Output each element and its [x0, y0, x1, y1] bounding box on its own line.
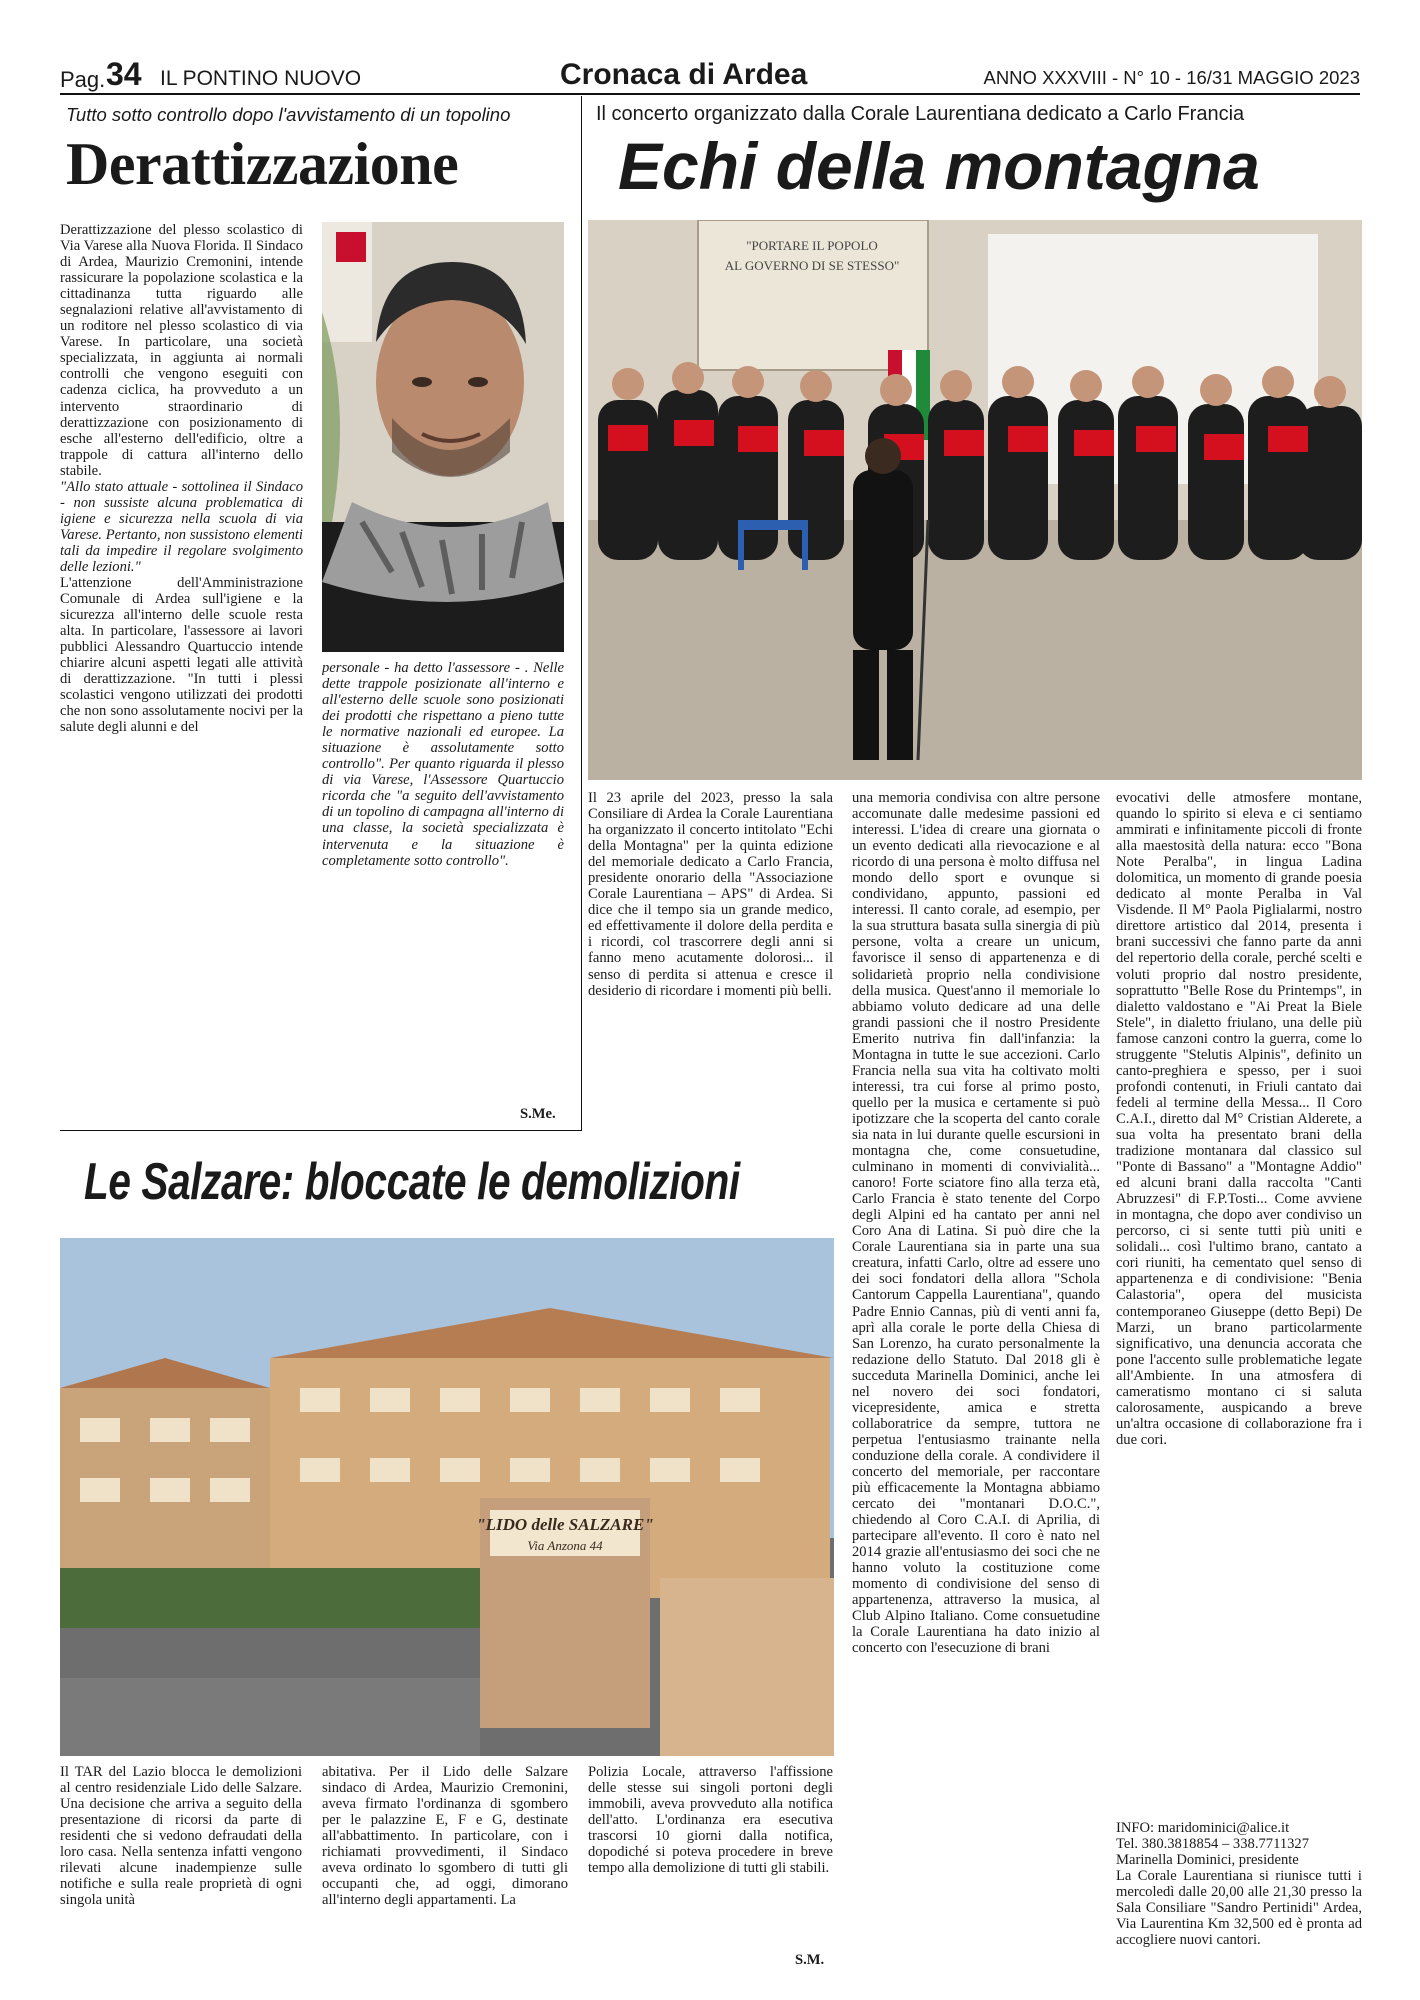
right-col3-text: evocativi delle atmosfere montane, quando lo spirito si eleva e ci sentiamo ammirati e infinitamente piccoli di fronte alla maestosità della natura: ecco "Bona Note Peralba", in lingua Ladina dolomitica, un momento di grande poesia dedicato al monte Peralba in Val Visdende. Il M° Paola Piglialarmi, nostro direttore artistico dal 2014, presenta i brani successivi che fanno parte da anni del repertorio della corale, perché scelti e voluti proprio dal nostro presidente, soprattutto "Belle Rose du Printemps", in dialetto valdostano e "Ai Preat la Biele Stele", in dialetto friulano, una delle più famose canzoni contro la guerra, come lo struggente "Stelutis Alpinis", definito un canto-preghiera e spesso, per i suoi profondi contenuti, in Friuli cantato dai fedeli al termine della Messa... Il Coro C.A.I., diretto dal M° Cristian Alderete, a sua volta ha presentato brani della tradizione montanara dal classico sul "Ponte di Bassano" a "Montagne Addio" ed alcuni brani dalla raccolta "Canti Abruzzesi" di F.P.Tosti... Come avviene in montagna, che dopo aver condiviso un percorso, ci si sente tutti più uniti e solidali... così l'ultimo brano, cantato a cori riuniti, ha cementato quel senso di appartenenza e di condivisione: "Benia Calastoria", opera del musicista contemporaneo Giuseppe (detto Bepi) De Marzi, un brano particolarmente significativo, una denuncia accorata che pone l'accento sulle problematiche legate all'Ambiente. In una atmosfera di cameratismo montano ci si saluta calorosamente, auspicando a breve un'altra occasione di collaborazione fra i due cori. [1116, 790, 1362, 1448]
sign-name: "LIDO delle SALZARE" [476, 1515, 654, 1534]
bottom-headline: Le Salzare: bloccate le demolizioni [84, 1153, 740, 1211]
section-title: Cronaca di Ardea [560, 58, 808, 91]
banner-line-2: AL GOVERNO DI SE STESSO" [724, 258, 900, 273]
info-block [1116, 1820, 1362, 1948]
left-headline: Derattizzazione [66, 131, 459, 197]
masthead-rule [60, 93, 1360, 95]
left-article-col2 [322, 660, 564, 1108]
page-number: 34 [106, 56, 142, 92]
bottom-col2-text: abitativa. Per il Lido delle Salzare sindaco di Ardea, Maurizio Cremonini, aveva firmato l'ordinanza di sgombero per le palazzine E, F e G, destinate all'abbattimento. In particolare, con i richiamati provvedimenti, il Sindaco aveva ordinato lo sgombero di tutti gli occupanti che, ad oggi, dimorano all'interno degli appartamenti. La [322, 1764, 568, 1909]
right-article-col2 [852, 790, 1100, 1970]
page-label: Pag. [60, 67, 106, 92]
bottom-col1-text: Il TAR del Lazio blocca le demolizioni al centro residenziale Lido delle Salzare. Una decisione che arriva a seguito della presentazione di ricorsi da parte di residenti che si vedono defraudati della loro casa. Nella sentenza infatti vengono rilevati alcune inadempienze sulle notifiche e sulla reale proprietà di ogni singola unità [60, 1764, 302, 1909]
left-col1-text-b: L'attenzione dell'Amministrazione Comunale di Ardea sull'igiene e la sicurezza all'interno delle scuole resta alta. In particolare, l'assessore ai lavori pubblici Alessandro Quartuccio intende chiarire alcuni aspetti legati alle attività di derattizzazione. "In tutti i plessi scolastici vengono utilizzati dei prodotti che non sono assolutamente nocivi per la salute degli alunni e del [60, 575, 303, 736]
right-article-col3 [1116, 790, 1362, 1810]
paper-name: IL PONTINO NUOVO [160, 67, 362, 90]
banner-line-1: "PORTARE IL POPOLO [746, 238, 878, 253]
left-article-col1 [60, 222, 303, 1120]
left-col1-quote: "Allo stato attuale - sottolinea il Sindaco - non sussiste alcuna problematica di igiene e sicurezza nella scuola di via Varese. Pertanto, non sussistono elementi tali da impedire il regolare svolgimento delle lezioni." [60, 478, 303, 575]
left-col1-text: Derattizzazione del plesso scolastico di Via Varese alla Nuova Florida. Il Sindaco di Ardea, Maurizio Cremonini, intende rassicurare la popolazione scolastica e la cittadinanza tutta riguardo alle segnalazioni relative all'avvistamento di un roditore nel plesso scolastico di via Varese. In particolare, una società specializzata, in aggiunta ai normali controlli che vengono eseguiti con cadenza ciclica, ha provveduto a un intervento straordinario di derattizzazione con posizionamento di esche all'esterno dell'edificio, oltre a trappole di cattura all'interno dello stabile. [60, 222, 303, 479]
masthead [60, 56, 1360, 92]
portrait-photo [322, 222, 564, 652]
sign-address: Via Anzona 44 [527, 1538, 603, 1553]
info-phone: Tel. 380.3818854 – 338.7711327 [1116, 1836, 1310, 1853]
choir-photo [588, 220, 1362, 780]
right-col1-text: Il 23 aprile del 2023, presso la sala Consiliare di Ardea la Corale Laurentiana ha organizzato il concerto intitolato "Echi della Montagna" per la quinta edizione del memoriale dedicato a Carlo Francia, presidente onorario della "Associazione Corale Laurentiana – APS" di Ardea. Si dice che il tempo sia un grande medico, ed effettivamente il dolore della perdita e i ricordi, col trascorrere degli anni si fanno meno acutamente dolorosi... il senso di perdita si attenua e cresce il desiderio di ricordare i momenti più belli. [588, 790, 833, 999]
info-meetings: La Corale Laurentiana si riunisce tutti i mercoledì dalle 20,00 alle 21,30 presso la Sala Consiliare "Sandro Pertinidi" Ardea, Via Laurentina Km 32,500 ed è pronta ad accogliere nuovi cantori. [1116, 1868, 1362, 1949]
section-divider [60, 1130, 582, 1131]
column-divider [581, 96, 582, 1130]
bottom-col3-text: Polizia Locale, attraverso l'affissione delle stesse sui singoli portoni degli immobili, aveva provveduto alla notifica dell'atto. L'ordinanza era esecutiva trascorsi 10 giorni dalla notifica, dopodiché si poteva procedere in breve tempo alla demolizione di tutti gli stabili. [588, 1764, 833, 1877]
left-col2-text: personale - ha detto l'assessore - . Nelle dette trappole posizionate all'interno e all'esterno delle scuole sono posizionati dei prodotti che rispettano a pieno tutte le normative nazionali ed europee. La situazione è assolutamente sotto controllo". Per quanto riguarda il plesso di via Varese, l'Assessore Quartuccio ricorda che "a seguito dell'avvistamento di un topolino di campagna all'interno di una classe, la società specializzata è intervenuta e la situazione è completamente sotto controllo". [322, 660, 564, 869]
bottom-signature: S.M. [795, 1952, 825, 1968]
info-president: Marinella Dominici, presidente [1116, 1852, 1299, 1869]
bottom-article-col1 [60, 1764, 302, 1974]
right-kicker: Il concerto organizzato dalla Corale Laurentiana dedicato a Carlo Francia [596, 103, 1245, 125]
portrait-illustration [322, 222, 564, 652]
right-headline: Echi della montagna [618, 129, 1260, 203]
salzare-photo [60, 1238, 834, 1756]
left-signature: S.Me. [520, 1106, 556, 1122]
right-article-col1 [588, 790, 833, 1134]
right-col2-text: una memoria condivisa con altre persone accomunate dalle medesime passioni ed interessi. L'idea di creare una giornata o un evento dedicati alla rievocazione e al ricordo di una persona è molto diffusa nel mondo dello sport e ovunque si condividano, appunto, passioni ed interessi. Il canto corale, ad esempio, per la sua struttura basata sulla sinergia di più persone, volta a creare un unicum, favorisce il senso di appartenenza e di solidarietà proprio nella condivisione della musica. Quest'anno il memoriale lo abbiamo voluto dedicare ad una delle grandi passioni che il nostro Presidente Emerito nutriva fin dall'infanzia: la Montagna in tutte le sue accezioni. Carlo Francia nella sua vita ha coltivato molti interessi, tra cui forse al primo posto, quello per la musica e certamente si può ipotizzare che la scoperta del canto corale sia nata in lui durante quelle escursioni in montagna che, come consuetudine, culminano in momenti di convivialità... canoro! Forte sciatore fino alla terza età, Carlo Francia è stato tenente del Corpo degli Alpini ed ha cantato per anni nel Coro Ana di Latina. Si può dire che la Corale Laurentiana sia in parte una sua creatura, infatti Carlo, oltre ad essere uno dei soci fondatori della allora "Schola Cantorum Cappella Laurentiana", quando Padre Ennio Cannas, più di venti anni fa, aprì alla corale le porte della Chiesa di San Lorenzo, ha curato personalmente la redazione dello Statuto. Dal 2018 gli è succeduta Marinella Dominici, anche lei nel novero dei soci fondatori, vicepresidente, amica e stretta collaboratrice da sempre, tuttora ne perpetua l'entusiasmo trainante nella conduzione della corale. A condividere il concerto del memoriale, per raccontare più efficacemente la Montagna abbiamo cercato dei "montanari D.O.C.", chiedendo al Coro C.A.I. di Aprilia, di partecipare all'evento. Il coro è nato nel 2014 grazie all'entusiasmo dei soci che ne hanno voluto la costituzione come momento di condivisione del senso di appartenenza, attraverso la musica, al Club Alpino Italiano. Come consuetudine la Corale Laurentiana ha dato inizio al concerto con l'esecuzione di brani [852, 790, 1100, 1657]
left-kicker: Tutto sotto controllo dopo l'avvistamento di un topolino [66, 104, 511, 125]
bottom-article-col3 [588, 1764, 833, 1944]
bottom-article-col2 [322, 1764, 568, 1974]
info-email: INFO: maridominici@alice.it [1116, 1820, 1290, 1836]
salzare-illustration [60, 1238, 834, 1756]
choir-illustration [588, 220, 1362, 780]
issue-info: ANNO XXXVIII - N° 10 - 16/31 MAGGIO 2023 [983, 67, 1360, 88]
